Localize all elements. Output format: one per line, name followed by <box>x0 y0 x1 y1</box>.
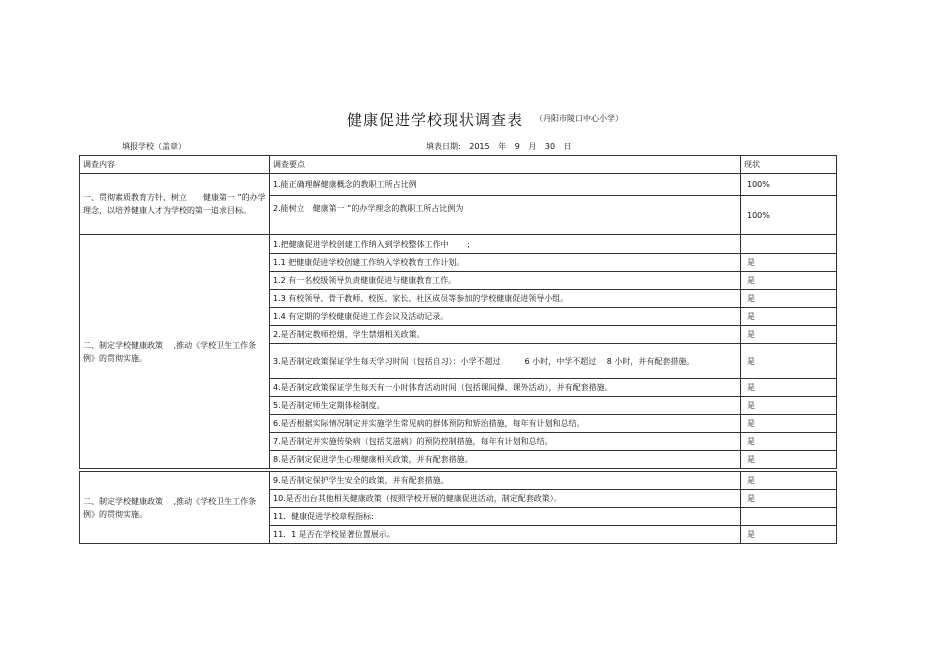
table-header-row <box>80 156 837 174</box>
table-cell-status: 是 <box>741 433 837 451</box>
table-cell-status: 100% <box>741 174 837 196</box>
table-cell-status: 是 <box>741 308 837 326</box>
table-row <box>80 235 837 254</box>
survey-table <box>79 155 837 544</box>
header-points: 调查要点 <box>270 156 741 174</box>
page-title: 健康促进学校现状调查表 <box>347 111 524 129</box>
table-cell-status: 是 <box>741 526 837 544</box>
table-cell-point: 11．健康促进学校章程指标: <box>270 508 741 526</box>
table-cell-point: 1.1 把健康促进学校创建工作纳入学校教育工作计划。 <box>270 254 741 272</box>
header-content: 调查内容 <box>80 156 270 174</box>
date-day: 30 <box>544 142 556 151</box>
table-cell-status: 是 <box>741 290 837 308</box>
table-cell-status: 是 <box>741 415 837 433</box>
date-year: 2015 <box>469 142 490 151</box>
table-cell-point: 2.是否制定教师控烟、学生禁烟相关政策。 <box>270 326 741 344</box>
header-status: 现状 <box>741 156 837 174</box>
table-cell-point: 2.能树立 健康第一 ”的办学理念的教职工所占比例为 <box>270 196 741 235</box>
table-cell-point: 11．1 是否在学校显著位置展示。 <box>270 526 741 544</box>
table-cell-status: 是 <box>741 272 837 290</box>
table-cell-status: 是 <box>741 326 837 344</box>
table-cell-point: 7.是否制定并实施传染病（包括艾滋病）的预防控制措施，每年有计划和总结。 <box>270 433 741 451</box>
table-cell-status: 是 <box>741 344 837 379</box>
table-cell-point: 1.2 有一名校级领导负责健康促进与健康教育工作。 <box>270 272 741 290</box>
table-cell-status: 是 <box>741 472 837 490</box>
date-line <box>426 141 578 152</box>
table-cell-point: 1.能正确理解健康概念的教职工所占比例 <box>270 174 741 196</box>
table-cell-point: 1.4 有定期的学校健康促进工作会议及活动记录。 <box>270 308 741 326</box>
table-cell-point: 5.是否制定师生定期体检制度。 <box>270 397 741 415</box>
table-cell-status: 100% <box>741 196 837 235</box>
table-cell-point: 1.3 有校领导、骨干教师、校医、家长、社区成员等参加的学校健康促进领导小组。 <box>270 290 741 308</box>
section1-content: 一、贯彻素质教育方针，树立 健康第一 ”的办学理念，以培养健康人才为学校的第一追求目标。 <box>80 174 270 235</box>
section2-content: 二、制定学校健康政策 ,推动《学校卫生工作条例》的贯彻实施。 <box>80 235 270 469</box>
year-unit: 年 <box>498 142 507 151</box>
table-cell-status: 是 <box>741 254 837 272</box>
table-cell-status: 是 <box>741 490 837 508</box>
day-unit: 日 <box>563 142 572 151</box>
table-cell-status: 是 <box>741 379 837 397</box>
table-cell-point: 6.是否根据实际情况制定并实施学生常见病的群体预防和矫治措施，每年有计划和总结。 <box>270 415 741 433</box>
table-row <box>80 472 837 490</box>
table-cell-point: 8.是否制定促进学生心理健康相关政策，并有配套措施。 <box>270 451 741 469</box>
table-cell-status: 是 <box>741 451 837 469</box>
table-cell-point: 9.是否制定保护学生安全的政策，并有配套措施。 <box>270 472 741 490</box>
title-row <box>0 109 950 131</box>
date-label: 填表日期: <box>426 142 461 151</box>
date-month: 9 <box>514 142 520 151</box>
table-cell-point: 3.是否制定政策保证学生每天学习时间（包括自习）：小学不超过 6 小时，中学不超过 8 小时，并有配套措施。 <box>270 344 741 379</box>
page-subtitle: （丹阳市陵口中心小学） <box>535 114 623 123</box>
table-cell-status <box>741 235 837 254</box>
table-cell-point: 4.是否制定政策保证学生每天有一小时体育活动时间（包括课间操、课外活动），并有配套措施。 <box>270 379 741 397</box>
month-unit: 月 <box>528 142 537 151</box>
table-row <box>80 174 837 196</box>
school-label: 填报学校（盖章） <box>122 142 186 151</box>
table-cell-point: 10.是否出台其他相关健康政策（按照学校开展的健康促进活动，制定配套政策）。 <box>270 490 741 508</box>
table-cell-status: 是 <box>741 397 837 415</box>
table-cell-point: 1.把健康促进学校创建工作纳入到学校整体工作中 ; <box>270 235 741 254</box>
table-cell-status <box>741 508 837 526</box>
section3-content: 二、制定学校健康政策 ,推动《学校卫生工作条例》的贯彻实施。 <box>80 472 270 544</box>
